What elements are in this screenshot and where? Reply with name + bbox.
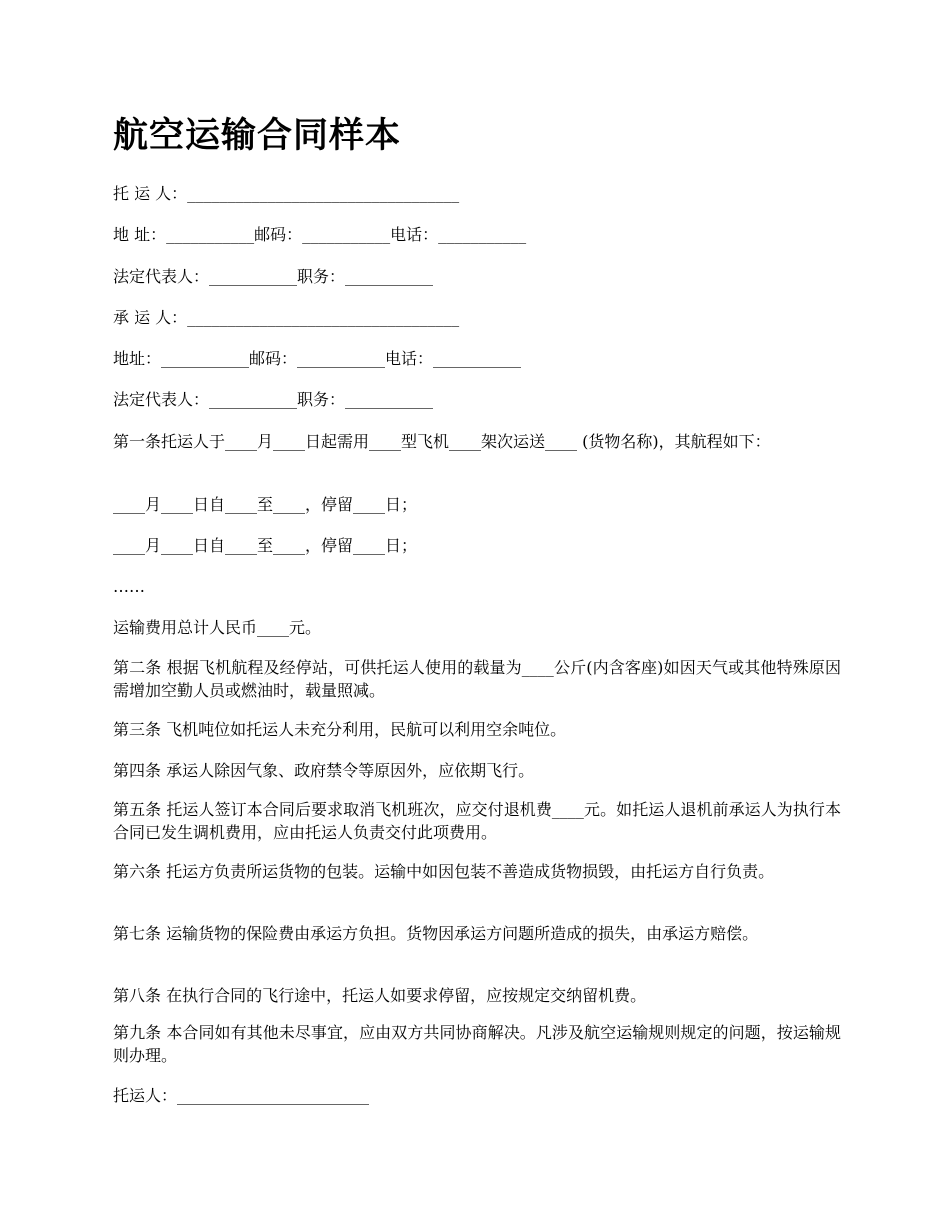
- article-4: 第四条 承运人除因气象、政府禁令等原因外，应依期飞行。: [113, 761, 535, 780]
- document-title: 航空运输合同样本: [113, 116, 402, 156]
- carrier-representative-line: 法定代表人：___________职务：___________: [113, 390, 434, 409]
- shipper-address-line: 地 址：___________邮码：___________电话：___________: [113, 225, 527, 244]
- carrier-name-line: 承 运 人：__________________________________: [113, 308, 460, 327]
- shipper-name-line: 托 运 人：__________________________________: [113, 184, 460, 203]
- article-9: 第九条 本合同如有其他未尽事宜，应由双方共同协商解决。凡涉及航空运输规则规定的问题，按运输规则办理。: [113, 1023, 841, 1065]
- article-7: 第七条 运输货物的保险费由承运方负担。货物因承运方问题所造成的损失，由承运方赔偿。: [113, 924, 759, 943]
- ellipsis-line: ……: [113, 577, 145, 596]
- total-fee-line: 运输费用总计人民币____元。: [113, 618, 322, 637]
- article-5: 第五条 托运人签订本合同后要求取消飞机班次，应交付退机费____元。如托运人退机前承运人为执行本合同已发生调机费用，应由托运人负责交付此项费用。: [113, 800, 841, 842]
- article-6: 第六条 托运方负责所运货物的包装。运输中如因包装不善造成货物损毁，由托运方自行负责。: [113, 862, 775, 881]
- carrier-address-line: 地址：___________邮码：___________电话：___________: [113, 349, 522, 368]
- route-line-2: ____月____日自____至____，停留____日；: [113, 536, 418, 555]
- article-2: 第二条 根据飞机航程及经停站，可供托运人使用的载量为____公斤(内含客座)如因天气或其他特殊原因需增加空勤人员或燃油时，载量照减。: [113, 658, 841, 700]
- shipper-representative-line: 法定代表人：___________职务：___________: [113, 267, 434, 286]
- shipper-signature-line: 托运人：________________________: [113, 1086, 370, 1105]
- route-line-1: ____月____日自____至____，停留____日；: [113, 495, 418, 514]
- article-8: 第八条 在执行合同的飞行途中，托运人如要求停留，应按规定交纳留机费。: [113, 986, 647, 1005]
- article-3: 第三条 飞机吨位如托运人未充分利用，民航可以利用空余吨位。: [113, 720, 567, 739]
- article-1: 第一条托运人于____月____日起需用____型飞机____架次运送____ (货物名称)，其航程如下：: [113, 432, 771, 451]
